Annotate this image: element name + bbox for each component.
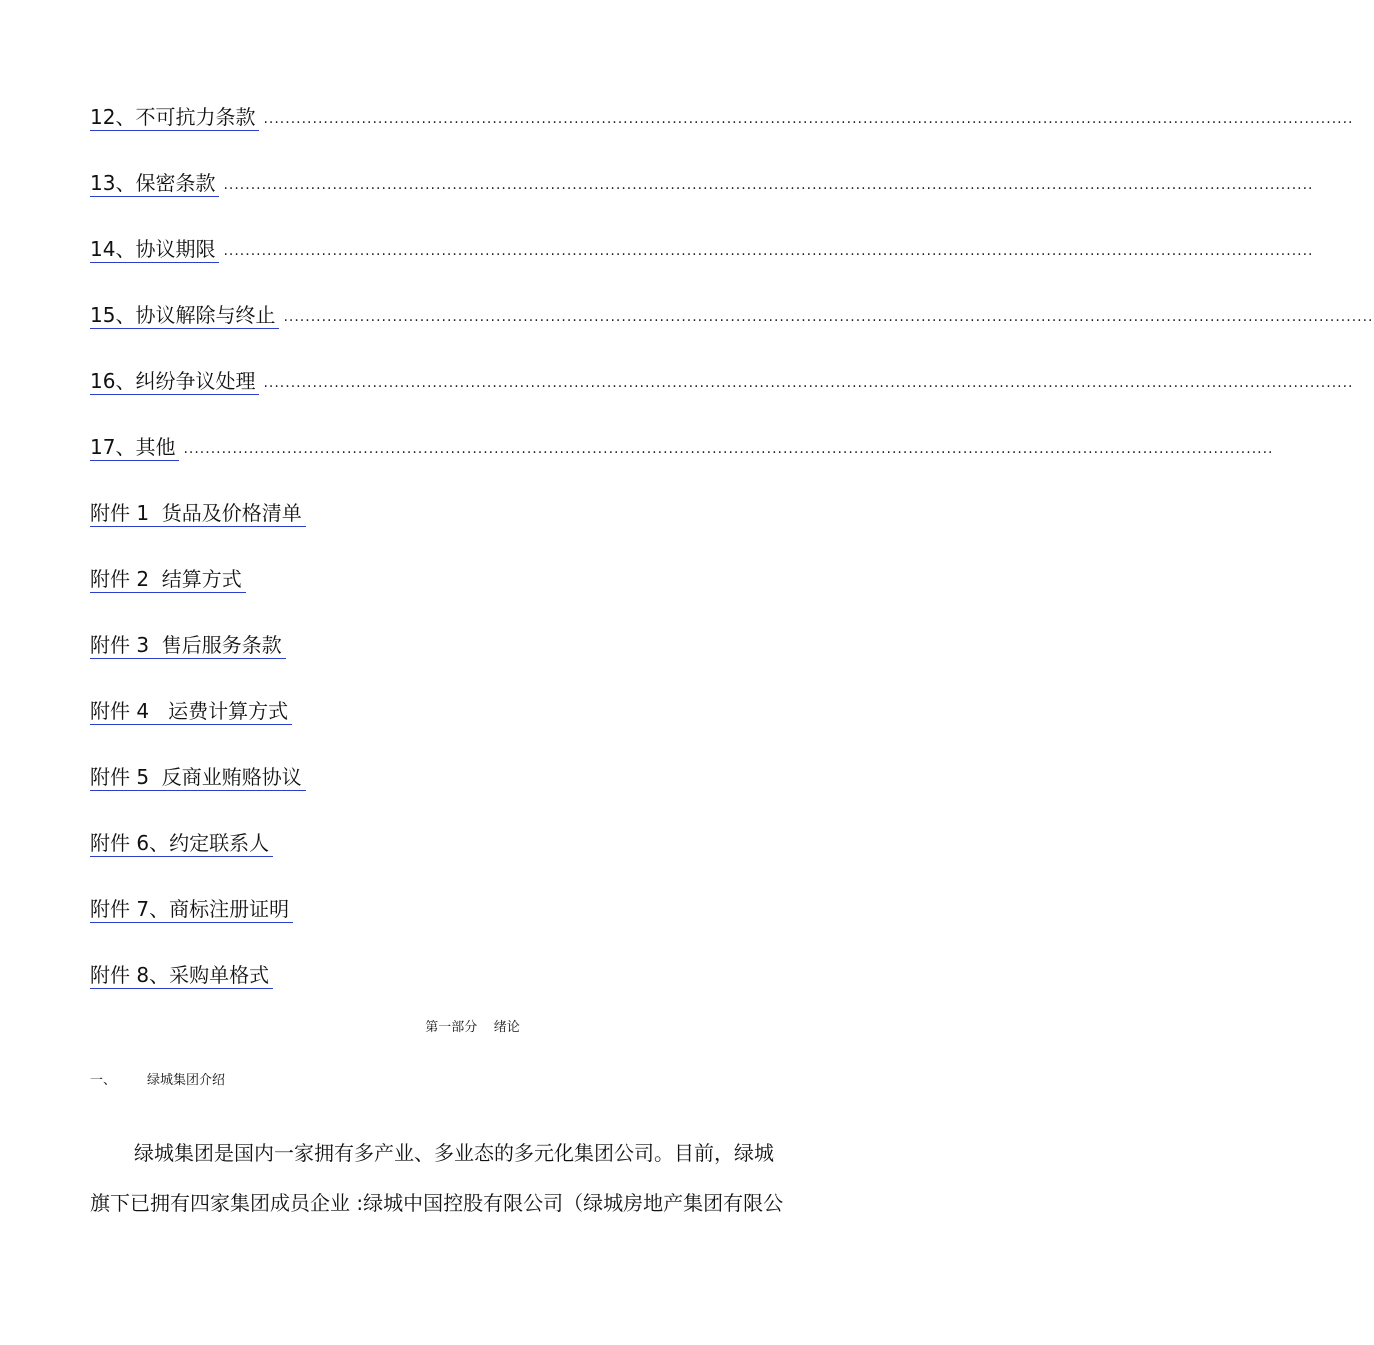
toc-entry-attachment-7 (90, 896, 760, 962)
toc-entry-attachment-2 (90, 566, 760, 632)
toc-link-attachment-6[interactable]: 附件 6、约定联系人 (90, 830, 273, 857)
toc-dot-leader: ........................................................................................................................................................................................................ (263, 375, 1354, 391)
toc-entry-attachment-6 (90, 830, 760, 896)
table-of-contents (90, 104, 1374, 1028)
toc-link-attachment-5[interactable]: 附件 5 反商业贿赂协议 (90, 764, 306, 791)
toc-link-attachment-4[interactable]: 附件 4 运费计算方式 (90, 698, 292, 725)
toc-link-attachment-7[interactable]: 附件 7、商标注册证明 (90, 896, 293, 923)
toc-entry-attachment-4 (90, 698, 760, 764)
toc-link-force-majeure[interactable]: 12、不可抗力条款 (90, 104, 259, 131)
toc-entry-attachment-3 (90, 632, 760, 698)
toc-entry-attachment-5 (90, 764, 760, 830)
section-title: 绿城集团介绍 (147, 1073, 226, 1088)
toc-entry-12 (90, 104, 1354, 170)
section-heading (90, 1072, 225, 1090)
toc-entry-attachment-1 (90, 500, 760, 566)
toc-dot-leader: ........................................................................................................................................................................................................ (223, 177, 1314, 193)
toc-link-other[interactable]: 17、其他 (90, 434, 179, 461)
toc-link-termination[interactable]: 15、协议解除与终止 (90, 302, 279, 329)
toc-link-attachment-3[interactable]: 附件 3 售后服务条款 (90, 632, 286, 659)
toc-entry-15 (90, 302, 1374, 368)
body-line: 绿城集团是国内一家拥有多产业、多业态的多元化集团公司。目前，绿城 (134, 1141, 774, 1165)
body-line: 旗下已拥有四家集团成员企业 :绿城中国控股有限公司（绿城房地产集团有限公 (90, 1191, 784, 1215)
section-number: 一、 (90, 1073, 117, 1088)
toc-link-dispute-resolution[interactable]: 16、纠纷争议处理 (90, 368, 259, 395)
toc-entry-14 (90, 236, 1314, 302)
toc-link-agreement-term[interactable]: 14、协议期限 (90, 236, 219, 263)
toc-link-attachment-2[interactable]: 附件 2 结算方式 (90, 566, 246, 593)
toc-dot-leader: ........................................................................................................................................................................................................ (263, 111, 1354, 127)
toc-link-attachment-1[interactable]: 附件 1 货品及价格清单 (90, 500, 306, 527)
toc-entry-13 (90, 170, 1314, 236)
toc-entry-16 (90, 368, 1354, 434)
toc-dot-leader: ........................................................................................................................................................................................................ (283, 309, 1374, 325)
part-heading: 第一部分 绪论 (425, 1020, 520, 1035)
toc-entry-17 (90, 434, 1274, 500)
toc-link-attachment-8[interactable]: 附件 8、采购单格式 (90, 962, 273, 989)
toc-link-confidentiality[interactable]: 13、保密条款 (90, 170, 219, 197)
toc-dot-leader: ........................................................................................................................................................................................................ (183, 441, 1274, 457)
toc-dot-leader: ........................................................................................................................................................................................................ (223, 243, 1314, 259)
body-paragraph (90, 1128, 850, 1228)
